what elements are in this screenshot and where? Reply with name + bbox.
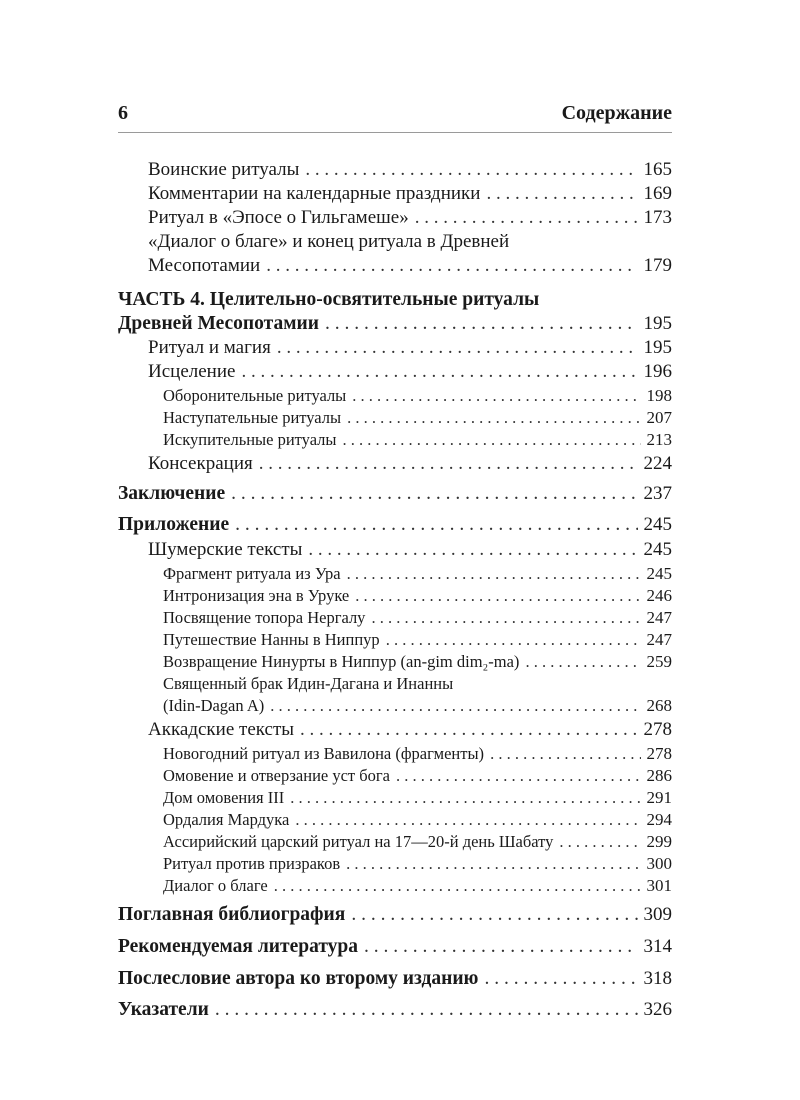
toc-entry-page: 207 (646, 408, 672, 427)
toc-entry (118, 718, 672, 742)
toc-entry (118, 651, 672, 673)
toc-entry (118, 538, 672, 562)
dot-leader (235, 513, 637, 537)
toc-entry (118, 809, 672, 831)
toc-entry (118, 182, 672, 206)
toc-entry-page: 294 (646, 810, 672, 829)
toc-entry (118, 452, 672, 476)
running-header (118, 96, 672, 133)
dot-leader (347, 407, 640, 429)
toc-entry-page: 196 (643, 361, 672, 382)
dot-leader (525, 651, 640, 673)
toc-entry-title-line: Священный брак Идин-Дагана и Инанны (163, 674, 454, 693)
toc-entry-page: 179 (643, 255, 672, 276)
toc-entry-title: (Idin-Dagan A) (163, 695, 265, 715)
dot-leader (559, 831, 640, 853)
toc-entry-title: Поглавная библиография (118, 904, 346, 925)
dot-leader (290, 787, 640, 809)
toc-entry-title: Ордалия Мардука (163, 810, 290, 829)
toc-entry-title: Возвращение Нинурты в Ниппур (an-gim dim₂-ma) (163, 652, 520, 671)
toc-entry-title: Послесловие автора ко второму изданию (118, 968, 479, 989)
toc-entry (118, 429, 672, 451)
toc-entry-page: 169 (643, 183, 672, 204)
toc-entry (118, 935, 672, 959)
toc-entry-page: 286 (646, 766, 672, 785)
toc-entry-page: 165 (643, 159, 672, 180)
dot-leader (295, 809, 640, 831)
toc-entry-title: Посвящение топора Нергалу (163, 608, 366, 627)
toc-entry-page: 278 (646, 744, 672, 763)
toc-entry (118, 765, 672, 787)
toc-entry-page: 247 (646, 608, 672, 627)
toc-entry-title: Исцеление (148, 361, 236, 382)
dot-leader (490, 743, 640, 765)
toc-entry-page: 314 (643, 936, 672, 957)
dot-leader (270, 695, 640, 717)
toc-entry-title: Ритуал в «Эпосе о Гильгамеше» (148, 207, 409, 228)
toc-entry-title: Комментарии на календарные праздники (148, 183, 481, 204)
toc-entry-page: 299 (646, 832, 672, 851)
dot-leader (352, 385, 640, 407)
dot-leader (325, 312, 638, 336)
toc-entry-page: 318 (643, 968, 672, 989)
dot-leader (342, 429, 640, 451)
toc-entry-title: Новогодний ритуал из Вавилона (фрагменты) (163, 744, 485, 763)
toc-entry-page: 198 (646, 386, 672, 405)
toc-entry-page: 237 (643, 483, 672, 504)
toc-entry-page: 224 (643, 453, 672, 474)
toc-entry-title: Наступательные ритуалы (163, 408, 342, 427)
page-number: 6 (118, 102, 128, 124)
dot-leader (300, 718, 637, 742)
toc-entry (118, 385, 672, 407)
toc-entry-title: Искупительные ритуалы (163, 430, 337, 449)
toc-entry (118, 513, 672, 537)
dot-leader (484, 967, 637, 991)
dot-leader (274, 875, 641, 897)
dot-leader (386, 629, 641, 651)
toc-entry-title: Ассирийский царский ритуал на 17—20-й день Шабату (163, 832, 554, 851)
dot-leader (266, 254, 637, 278)
toc-entry-title: Шумерские тексты (148, 539, 303, 560)
dot-leader (364, 935, 638, 959)
toc-entry (118, 230, 672, 278)
toc-entry-page: 268 (646, 695, 672, 715)
toc-entry-page: 245 (643, 514, 672, 535)
toc-entry-page: 195 (643, 313, 672, 334)
toc-entry-title: Приложение (118, 514, 230, 535)
toc-entry (118, 585, 672, 607)
toc-entry-page: 246 (646, 586, 672, 605)
toc-entry-title: Рекомендуемая литература (118, 936, 358, 957)
toc-entry-title: Воинские ритуалы (148, 159, 300, 180)
toc-entry-page: 301 (646, 876, 672, 895)
dot-leader (305, 158, 637, 182)
dot-leader (277, 336, 638, 360)
toc-entry-title: Ритуал против призраков (163, 854, 341, 873)
toc-entry (118, 831, 672, 853)
dot-leader (231, 482, 637, 506)
running-title: Содержание (561, 102, 672, 124)
toc-entry-page: 247 (646, 630, 672, 649)
toc-entry (118, 853, 672, 875)
toc-entry-title: Фрагмент ритуала из Ура (163, 564, 341, 583)
toc-entry-title: Заключение (118, 483, 226, 504)
toc-entry-page: 245 (646, 564, 672, 583)
toc-entry-title: Аккадские тексты (148, 719, 295, 740)
toc-entry (118, 563, 672, 585)
toc-entry-title: Омовение и отверзание уст бога (163, 766, 390, 785)
toc-entry (118, 875, 672, 897)
toc-entry-page: 245 (643, 539, 672, 560)
toc-entry-title-line: «Диалог о благе» и конец ритуала в Древней (148, 231, 510, 252)
toc-entry-title: Диалог о благе (163, 876, 268, 895)
toc-entry (118, 206, 672, 230)
toc-entry-title: Указатели (118, 999, 209, 1020)
toc-entry-title: Месопотамии (148, 255, 261, 276)
toc-entry (118, 336, 672, 360)
toc-entry-page: 213 (646, 430, 672, 449)
toc-entry (118, 360, 672, 384)
toc-entry-title: Путешествие Нанны в Ниппур (163, 630, 380, 649)
toc-entry-page: 309 (643, 904, 672, 925)
toc-entry (118, 607, 672, 629)
dot-leader (415, 206, 638, 230)
toc-entry (118, 743, 672, 765)
dot-leader (259, 452, 638, 476)
dot-leader (371, 607, 640, 629)
dot-leader (346, 853, 640, 875)
toc-entry (118, 482, 672, 506)
toc-entry-page: 259 (646, 652, 672, 671)
toc-entry-page: 326 (643, 999, 672, 1020)
toc-entry-title: Ритуал и магия (148, 337, 271, 358)
dot-leader (486, 182, 637, 206)
toc-entry (118, 967, 672, 991)
toc-entry-page: 278 (643, 719, 672, 740)
toc-entry-title: Древней Месопотамии (118, 313, 319, 334)
toc-entry-title: Интронизация эна в Уруке (163, 586, 350, 605)
toc-entry-title: Дом омовения III (163, 788, 285, 807)
toc-entry (118, 787, 672, 809)
toc-entry-page: 173 (643, 207, 672, 228)
toc-entry-title-line: ЧАСТЬ 4. Целительно-освятительные ритуалы (118, 289, 540, 310)
dot-leader (308, 538, 637, 562)
dot-leader (355, 585, 640, 607)
toc-entry (118, 673, 672, 717)
toc-entry-title: Консекрация (148, 453, 253, 474)
dot-leader (347, 563, 641, 585)
toc-entry (118, 629, 672, 651)
toc-entry (118, 407, 672, 429)
dot-leader (396, 765, 641, 787)
toc-entry (118, 288, 672, 336)
toc-entry-page: 291 (646, 788, 672, 807)
dot-leader (241, 360, 637, 384)
dot-leader (215, 998, 638, 1022)
toc-entry (118, 903, 672, 927)
toc-entry-page: 195 (643, 337, 672, 358)
dot-leader (351, 903, 637, 927)
toc-entry (118, 158, 672, 182)
toc-entry-page: 300 (646, 854, 672, 873)
toc-entry-title: Оборонительные ритуалы (163, 386, 347, 405)
toc-entry (118, 998, 672, 1022)
